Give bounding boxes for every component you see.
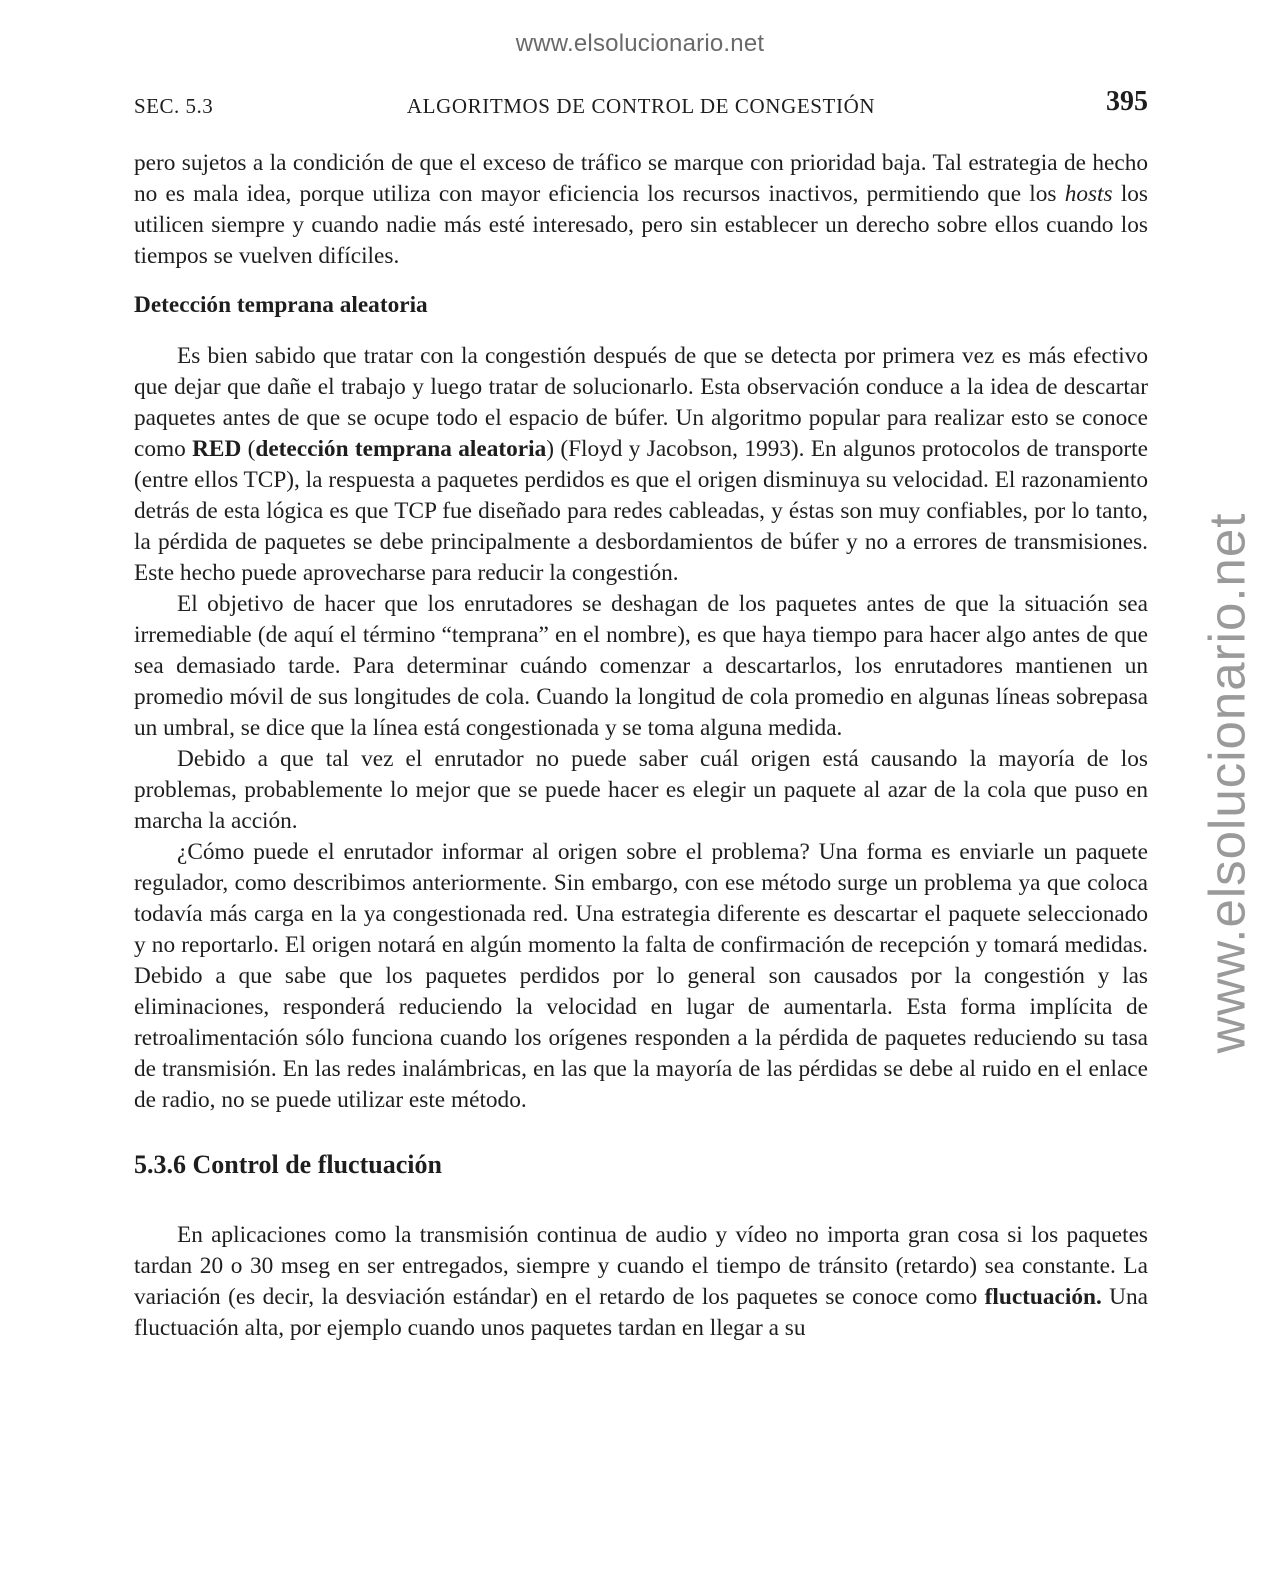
text-run: En aplicaciones como la transmisión continua de audio y vídeo no importa gran cosa si los paquetes tardan 20 o 30 mseg en ser entregados, siempre y cuando el tiempo de tránsito (retardo) sea constante. La variación (es decir, la desviación estándar) en el retardo de los paquetes se conoce como (134, 1222, 1148, 1310)
running-title: ALGORITMOS DE CONTROL DE CONGESTIÓN (406, 94, 876, 118)
term-fluctuacion: fluctuación. (984, 1284, 1102, 1310)
emphasis-hosts: hosts (1064, 181, 1113, 207)
text-run: ( (241, 436, 256, 462)
red-paragraph-4: ¿Cómo puede el enrutador informar al origen sobre el problema? Una forma es enviarle un paquete regulador, como describimos anteriormente. Sin embargo, con ese método surge un problema ya que coloca todavía más carga en la ya congestionada red. Una estrategia diferente es descartar el paquete seleccionado y no reportarlo. El origen notará en algún momento la falta de confirmación de recepción y tomará medidas. Debido a que sabe que los paquetes perdidos por lo general son causados por la congestión y las eliminaciones, responderá reduciendo la velocidad en lugar de aumentarla. Esta forma implícita de retroalimentación sólo funciona cuando los orígenes responden a la pérdida de paquetes reduciendo su tasa de transmisión. En las redes inalámbricas, en las que la mayoría de las pérdidas se debe al ruido en el enlace de radio, no se puede utilizar este método. (134, 839, 1148, 1113)
watermark-top: www.elsolucionario.net (515, 30, 765, 57)
text-run: ) (Floyd y Jacobson, 1993). En algunos protocolos de transporte (entre ellos TCP), la respuesta a paquetes perdidos es que el origen disminuya su velocidad. El razonamiento detrás de esta lógica es que TCP fue diseñado para redes cableadas, y éstas son muy confiables, por lo tanto, la pérdida de paquetes se debe principalmente a desbordamientos de búfer y no a errores de transmisiones. Este hecho puede aprovecharse para reducir la congestión. (134, 436, 1148, 586)
term-red-expansion: detección temprana aleatoria (255, 436, 547, 462)
section-heading-jitter: 5.3.6 Control de fluctuación (134, 1150, 442, 1179)
subheading-red: Detección temprana aleatoria (134, 292, 428, 318)
jitter-paragraph-1 (134, 1220, 1148, 1344)
red-paragraph-2: El objetivo de hacer que los enrutadores se deshagan de los paquetes antes de que la situación sea irremediable (de aquí el término “temprana” en el nombre), es que haya tiempo para hacer algo antes de que sea demasiado tarde. Para determinar cuándo comenzar a descartarlos, los enrutadores mantienen un promedio móvil de sus longitudes de cola. Cuando la longitud de cola promedio en algunas líneas sobrepasa un umbral, se dice que la línea está congestionada y se toma alguna medida. (134, 591, 1148, 741)
text-run: pero sujetos a la condición de que el exceso de tráfico se marque con prioridad baja. Tal estrategia de hecho no es mala idea, porque utiliza con mayor eficiencia los recursos inactivos, permitiendo que los (134, 150, 1148, 207)
text-run: los utilicen siempre y cuando nadie más esté interesado, pero sin establecer un derecho sobre ellos cuando los tiempos se vuelven difíciles. (134, 181, 1149, 269)
red-paragraph-3: Debido a que tal vez el enrutador no puede saber cuál origen está causando la mayoría de los problemas, probablemente lo mejor que se puede hacer es elegir un paquete al azar de la cola que puso en marcha la acción. (134, 746, 1148, 834)
text-run: Una fluctuación alta, por ejemplo cuando unos paquetes tardan en llegar a su (134, 1284, 1148, 1341)
page-body (134, 148, 1148, 1344)
watermark-side: www.elsolucionario.net (1198, 512, 1256, 1054)
text-run: Es bien sabido que tratar con la congestión después de que se detecta por primera vez es más efectivo que dejar que dañe el trabajo y luego tratar de solucionarlo. Esta observación conduce a la idea de descartar paquetes antes de que se ocupe todo el espacio de búfer. Un algoritmo popular para realizar esto se conoce como (134, 343, 1148, 462)
page-header (134, 86, 1148, 126)
term-red: RED (192, 436, 242, 462)
page-number: 395 (1106, 86, 1148, 117)
section-label: SEC. 5.3 (134, 94, 214, 118)
intro-paragraph (134, 148, 1148, 272)
red-paragraph-1 (134, 341, 1148, 589)
